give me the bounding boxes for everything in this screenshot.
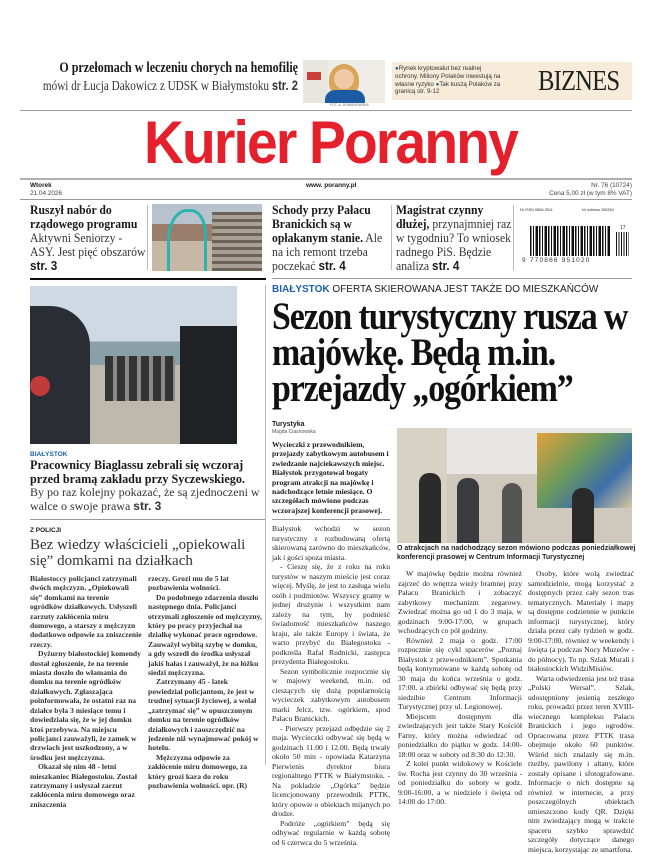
biznes-box[interactable]	[392, 62, 632, 100]
paragraph: Również 2 maja o godz. 17:00 rozpocznie się cykl spacerów „Poznaj Białystok z przewodnikiem”. Spotkania będą kontynuowane w każdą sobotę od 30 maja do końca września o godz. 17:00, a zbiórki odbywać się będą przy siedzibie Centrum Informacji Turystycznej przy ul. Legionowej.	[398, 636, 522, 712]
biznes-bullet-1: Rynek kryptowalut bez realnej ochrony. Miliony Polaków inwestują na własne ryzyko	[395, 65, 500, 88]
teaser-text: przynajmniej raz w tygodniu? To wniosek radnego PiS. Będzie analiza	[396, 216, 511, 273]
main-column-3	[528, 569, 634, 854]
police-column-1	[30, 574, 143, 809]
top-teaser-headline: O przełomach w leczeniu chorych na hemofilię	[10, 60, 298, 77]
page-ref: str. 3	[30, 258, 57, 273]
supplement-digits: 17	[620, 225, 626, 231]
paragraph: - Cieszę się, że z roku na roku turystów w naszym mieście jest coraz więcej. Myślę, że jest to zasługa wielu osób i podmiotów. Wszyscy gramy w jednej drużynie i wszystkim nam zależy na tym, by podnieść świadomość mieszkańców naszego kraju, ale także Europy i świata, że warto przybyć do Białegostoku - podkreśla Rafał Rudnicki, zastępca prezydenta Białegostoku.	[272, 562, 390, 667]
biznes-bullet-2: Tak kuszą Polaków za granicą	[395, 81, 500, 96]
paragraph: Z kolei punkt widokowy w Kościele św. Rocha jest czynny do 30 września - od poniedziałku do soboty w godz. 9:00-16:00, a w niedziele i święta od 14:00 do 17:00.	[398, 759, 522, 807]
paragraph: Miejscem dostępnym dla zwiedzających jest także Stary Kościół Farny, który można odwiedzać od poniedziałku do piątku w godz. 14:00-18:00 oraz w soboty od 8:30 do 12:30.	[398, 712, 522, 760]
teaser-bold: Ruszył nabór do rządowego programu	[30, 202, 137, 231]
index-number: Nr indeksu 350354	[582, 208, 614, 212]
teaser-stairs[interactable]	[272, 203, 389, 273]
doctor-photo	[303, 60, 385, 103]
paragraph: Zatrzymany 45 - latek powiedział policjantom, że jest w trudnej sytuacji życiowej, a wolał „zatrzymać się” w opuszczonym domku na terenie ogródków działkowych i zaoszczędzić na jedzenie niż wynajmować pokój w hotelu.	[148, 677, 262, 752]
paragraph: Mężczyzna odpowie za zakłócenie miru domowego, za który grozi kara do roku pozbawienia wolności. opr. (R)	[148, 753, 262, 791]
top-teaser-sub-text: mówi dr Łucja Dakowicz z UDSK w Białymstoku	[43, 79, 269, 94]
main-column-1-wrap	[272, 420, 390, 847]
stairs-photo	[152, 204, 262, 271]
biznes-text: ●Rynek kryptowalut bez realnej ochrony. Miliony Polaków inwestują na własne ryzyko ●Tak kuszą Polaków za granicą str. 9-12	[395, 65, 505, 96]
paragraph: Dyżurny białostockiej komendy dostał zgłoszenie, że na terenie miasta doszło do włamania do domku na terenie ogródków działkowych. Zgłaszająca poinformowała, że ostatni raz na działce była 3 miesiące temu i dowiedziała się, że w jej domku ktoś przebywa. Na miejscu policjanci zauważyli, że zamek w drzwiach jest uszkodzony, a w środku jest mężczyzna.	[30, 649, 143, 762]
main-lead: Wycieczki z przewodnikiem, przejazdy zabytkowym autobusem i zwiedzanie najciekawszych miejsc. Białystok przygotował bogaty program atrakcji na majówkę i nadchodzące letnie miesiące. O szczegółach mówiono podczas wczorajszej konferencji prasowej.	[272, 440, 390, 515]
teaser-bold: Schody przy Pałacu Branickich są w opłakanym stanie.	[272, 202, 371, 245]
paragraph: Okazał się nim 48 - letni mieszkaniec Białegostoku. Został zatrzymany i usłyszał zarzut zakłócenia miru domowego oraz zniszczenia	[30, 762, 143, 809]
left-column	[30, 450, 265, 809]
paragraph: Sezon symbolicznie rozpocznie się w majowy weekend, m.in. od cieszących się dużą popularnością wycieczek zabytkowym autobusem marki Jelcz, tzw. ogórkiem, spod Pałacu Branickich.	[272, 667, 390, 724]
date: 21.04.2026	[30, 190, 62, 198]
main-kicker-text: OFERTA SKIEROWANA JEST TAKŻE DO MIESZKAŃCÓW	[332, 284, 598, 295]
issue-number: Nr. 76 (10724)	[549, 182, 632, 190]
price: Cena 5,00 zł (w tym 8% VAT)	[549, 190, 632, 198]
teaser-bold: Magistrat czynny dłużej,	[396, 202, 483, 231]
teaser-seniors[interactable]	[30, 203, 147, 273]
page-ref: str. 4	[432, 258, 459, 273]
author: Magda Ciasnowska	[272, 429, 390, 436]
photo-caption: O atrakcjach na nadchodzący sezon mówiono podczas poniedziałkowej konferencji prasowej w Centrum Informacji Turystycznej	[397, 545, 637, 562]
main-headline[interactable]: Sezon turystyczny rusza w majówkę. Będą m.in. przejazdy „ogórkiem”	[272, 299, 637, 407]
page-ref: str. 3	[133, 499, 161, 513]
paragraph: rzeczy. Grozi mu do 5 lat pozbawienia wolności.	[148, 574, 262, 593]
left-story-sub	[30, 486, 265, 513]
biznes-page: str. 9-12	[417, 88, 439, 95]
barcode-supplement	[616, 232, 629, 256]
police-headline[interactable]: Bez wiedzy właścicieli „opiekowali się” domkami na działkach	[30, 537, 265, 569]
press-conference-photo	[397, 428, 632, 543]
biznes-label: BIZNES	[538, 65, 619, 98]
masthead-title[interactable]: Kurier Poranny	[26, 111, 634, 175]
issn: Nr ISSN 0866-9511	[520, 208, 553, 212]
top-teaser-sub	[10, 77, 298, 95]
main-column-1	[272, 524, 390, 847]
paragraph: Osoby, które wolą zwiedzać samodzielnie, mogą korzystać z dostępnych przez cały sezon tras tematycznych. Materiały i mapy są dostępne codziennie w punkcie informacji turystycznej, który działa przez cały tydzień w godz. 9:00-17:00, również w weekendy i święta (a podczas Nocy Muzeów - do północy). To np. Szlak Murali i białostockich WidziMisiów.	[528, 569, 634, 674]
section-label: Turystyka	[272, 420, 390, 429]
main-kicker-city: BIAŁYSTOK	[272, 284, 330, 295]
left-story-kicker: BIAŁYSTOK	[30, 450, 265, 459]
main-kicker	[272, 284, 598, 295]
paragraph: Warta odwiedzenia jest też trasa „Polski Wersal”. Szlak, udostępniony jesienią zeszłego roku, prowadzi przez teren XVIII-wiecznego kompleksu Pałacu Branickich i jego ogrodów. Opracowana przez PTTK trasa obejmuje około 60 punktów. Wśród nich znalazły się m.in. rzeźby, pawilony i altany, które zostały opisane i sfotografowane. Informacje o nich dostępne są również w internecie, a przy poszczególnych obiektach umieszczono kody QR. Dzięki nim zwiedzający mogą w trakcie spaceru szybko sprawdzić szczegóły dotyczące danego miejsca, korzystając ze smartfona.	[528, 674, 634, 854]
barcode	[530, 226, 610, 256]
police-kicker: Z POLICJI	[30, 526, 265, 535]
biaglass-protest-photo	[30, 286, 237, 444]
paragraph: Podróże „ogórkiem” będą się odbywać regularnie w każdą sobotę od 6 czerwca do 5 września.	[272, 819, 390, 848]
photo-credit: FOT. A. DOMANOWSKA	[330, 103, 369, 107]
top-teaser[interactable]	[10, 60, 298, 95]
paragraph: W majówkę będzie można również zajrzeć do wnętrza wieży bramnej przy Pałacu Branickich i zobaczyć zabytkowy mechanizm zegarowy. Zwiedzać można go od 1 do 3 maja, w godzinach 9:00-17:00, w grupach wchodzących co pół godziny.	[398, 569, 522, 636]
barcode-block	[520, 208, 632, 268]
teaser-magistrat[interactable]	[396, 203, 513, 273]
paragraph: Do podobnego zdarzenia doszło następnego dnia. Policjanci otrzymali zgłoszenie od mężczyzny, który po pracy przyjechał na działkę wykonać prace ogrodowe. Zauważył wybitą szybę w domku, a gdy wszedł do środka usłyszał jakiś hałas i zauważył, że na łóżku siedzi mężczyzna.	[148, 593, 262, 678]
teaser-text: Aktywni Seniorzy - ASY. Jest pięć obszarów	[30, 230, 145, 259]
paragraph: Białystok wchodzi w sezon turystyczny z rozbudowaną ofertą skierowaną zarówno do mieszkańców, jak i gości spoza miasta.	[272, 524, 390, 562]
left-story-headline: Pracownicy Biaglassu zebrali się wczoraj przed bramą zakładu przy Syczewskiego.	[30, 459, 265, 486]
website-link[interactable]: www. poranny.pl	[306, 182, 356, 190]
page-ref: str. 4	[318, 258, 345, 273]
main-column-2	[398, 569, 522, 807]
teaser-text: Ale na ich remont trzeba poczekać	[272, 230, 382, 273]
police-column-2	[148, 574, 262, 809]
left-story-sub-text: By po raz kolejny pokazać, że są zjednoczeni w walce o swoje prawa	[30, 485, 260, 513]
day: Wtorek	[30, 182, 62, 190]
page-ref: str. 2	[272, 77, 298, 93]
barcode-digits: 9 770866 951020	[522, 257, 591, 264]
left-story[interactable]	[30, 459, 265, 513]
paragraph: Białostoccy policjanci zatrzymali dwóch mężczyzn. „Opiekowali się” domkami na terenie ogródków działkowych. Usłyszeli zarzuty zakłócenia miru domowego, a starszy z mężczyzn dodatkowo odpowie za zniszczenie rzeczy.	[30, 574, 143, 649]
paragraph: - Pierwszy przejazd odbędzie się 2 maja. Wycieczki odbywać się będą w godzinach 11.00 i 12.00. Będą trwały około 50 min - opowiada Katarzyna Pierwienis dyrektor biura regionalnego PTTK w Białymstoku. - Na pokładzie „Ogórka” będzie licencjonowany przewodnik PTTK, który opowie o obiektach mijanych po drodze.	[272, 724, 390, 819]
